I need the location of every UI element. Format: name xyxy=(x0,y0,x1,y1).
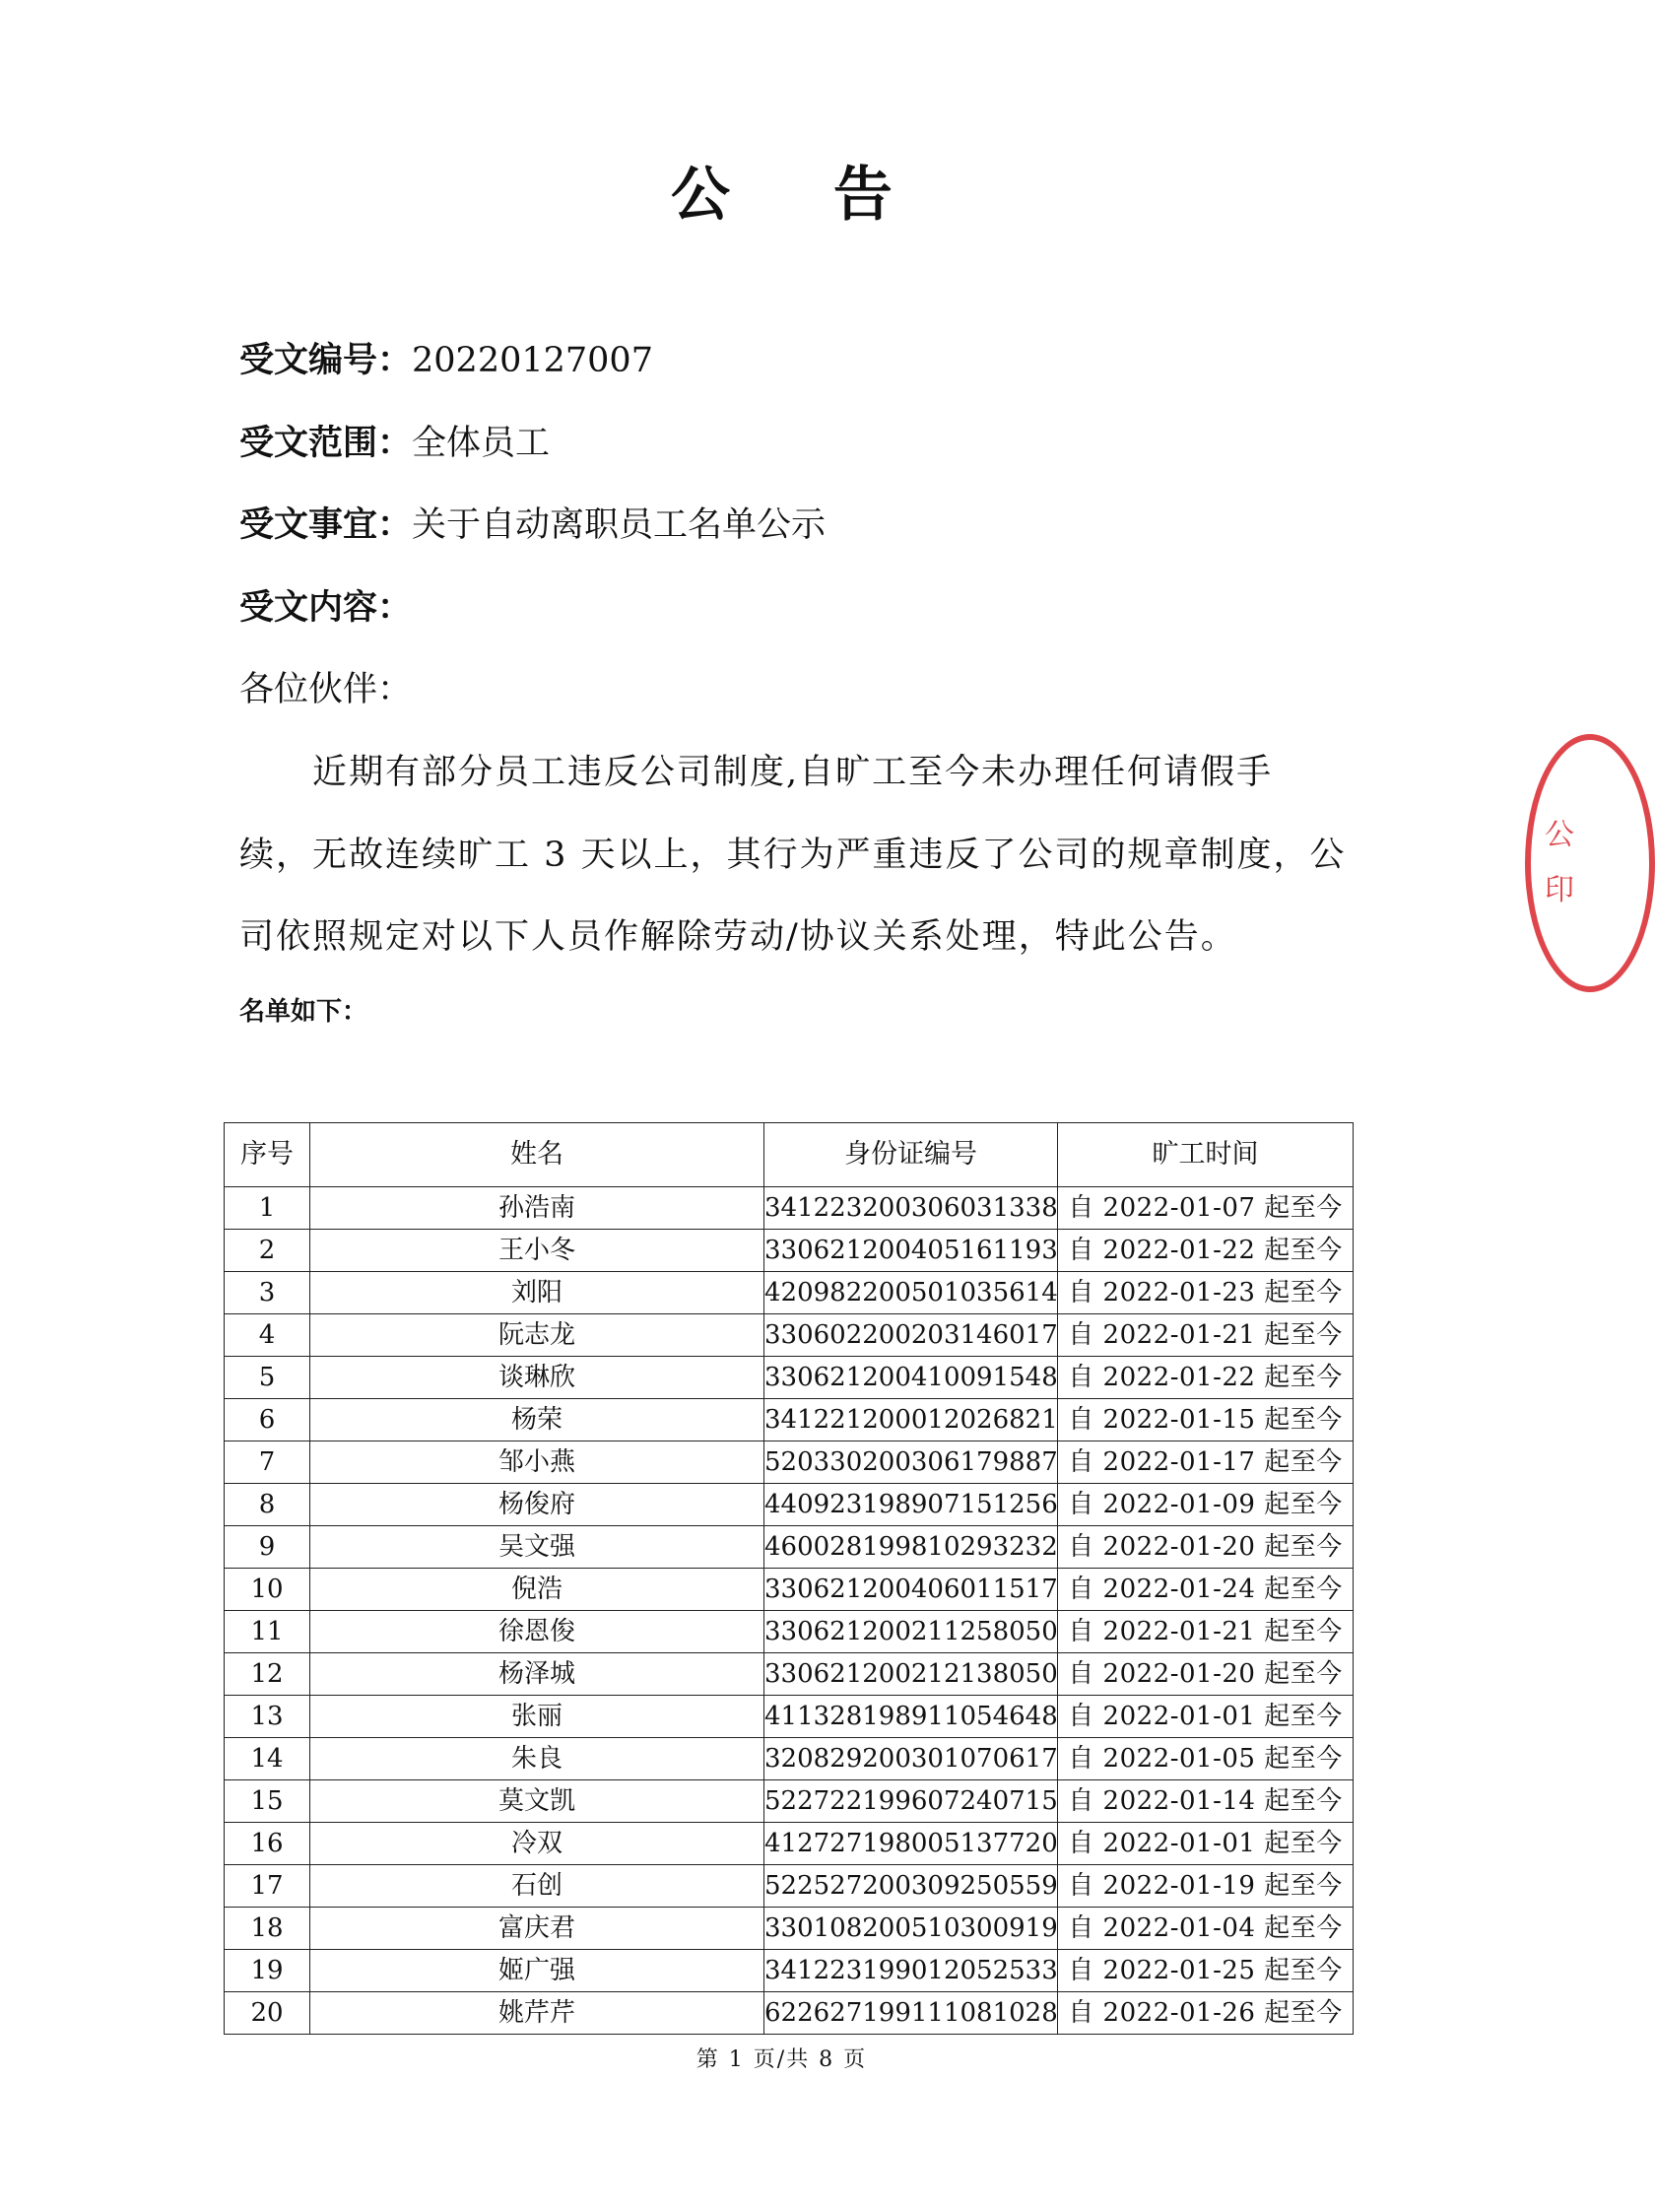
cell-seq: 1 xyxy=(225,1187,310,1230)
cell-id-number: 330108200510300919 xyxy=(764,1908,1058,1950)
cell-seq: 12 xyxy=(225,1653,310,1696)
cell-seq: 16 xyxy=(225,1823,310,1865)
cell-seq: 5 xyxy=(225,1357,310,1399)
cell-name: 姚芹芹 xyxy=(310,1992,764,2035)
seal-text xyxy=(1545,808,1574,918)
doc-number-value: 20220127007 xyxy=(412,341,653,380)
cell-seq: 8 xyxy=(225,1484,310,1526)
cell-absence-time: 自 2022-01-01 起至今 xyxy=(1058,1823,1354,1865)
cell-name: 杨俊府 xyxy=(310,1484,764,1526)
cell-id-number: 460028199810293232 xyxy=(764,1526,1058,1569)
cell-seq: 10 xyxy=(225,1569,310,1611)
page-footer: 第 1 页/共 8 页 xyxy=(695,2047,868,2072)
cell-seq: 17 xyxy=(225,1865,310,1908)
table-row xyxy=(225,1484,1354,1526)
doc-number-label: 受文编号： xyxy=(239,341,413,380)
table-row xyxy=(225,1908,1354,1950)
cell-absence-time: 自 2022-01-21 起至今 xyxy=(1058,1611,1354,1653)
cell-name: 邹小燕 xyxy=(310,1441,764,1484)
table-row xyxy=(225,1314,1354,1357)
cell-name: 杨泽城 xyxy=(310,1653,764,1696)
cell-absence-time: 自 2022-01-14 起至今 xyxy=(1058,1780,1354,1823)
cell-absence-time: 自 2022-01-25 起至今 xyxy=(1058,1950,1354,1992)
cell-id-number: 440923198907151256 xyxy=(764,1484,1058,1526)
cell-seq: 20 xyxy=(225,1992,310,2035)
table-row xyxy=(225,1992,1354,2035)
body-paragraph-line: 司依照规定对以下人员作解除劳动/协议关系处理，特此公告。 xyxy=(239,917,1237,957)
table-row xyxy=(225,1399,1354,1441)
cell-id-number: 341221200012026821 xyxy=(764,1399,1058,1441)
cell-absence-time: 自 2022-01-21 起至今 xyxy=(1058,1314,1354,1357)
scope-field xyxy=(239,416,550,465)
cell-seq: 7 xyxy=(225,1441,310,1484)
table-body xyxy=(225,1187,1354,2035)
seal-glyph: 公 xyxy=(1545,818,1574,852)
cell-seq: 13 xyxy=(225,1696,310,1738)
cell-id-number: 412727198005137720 xyxy=(764,1823,1058,1865)
cell-id-number: 522527200309250559 xyxy=(764,1865,1058,1908)
cell-id-number: 330621200212138050 xyxy=(764,1653,1058,1696)
cell-name: 冷双 xyxy=(310,1823,764,1865)
header-name: 姓名 xyxy=(310,1123,764,1187)
cell-absence-time: 自 2022-01-04 起至今 xyxy=(1058,1908,1354,1950)
table-row xyxy=(225,1653,1354,1696)
cell-name: 吴文强 xyxy=(310,1526,764,1569)
table-header-row xyxy=(225,1123,1354,1187)
cell-id-number: 320829200301070617 xyxy=(764,1738,1058,1780)
table-row xyxy=(225,1441,1354,1484)
table-row xyxy=(225,1696,1354,1738)
cell-absence-time: 自 2022-01-26 起至今 xyxy=(1058,1992,1354,2035)
table-row xyxy=(225,1357,1354,1399)
cell-name: 徐恩俊 xyxy=(310,1611,764,1653)
cell-id-number: 622627199111081028 xyxy=(764,1992,1058,2035)
cell-absence-time: 自 2022-01-09 起至今 xyxy=(1058,1484,1354,1526)
body-paragraph-line: 续，无故连续旷工 3 天以上，其行为严重违反了公司的规章制度，公 xyxy=(239,836,1347,875)
cell-seq: 14 xyxy=(225,1738,310,1780)
cell-seq: 15 xyxy=(225,1780,310,1823)
cell-name: 姬广强 xyxy=(310,1950,764,1992)
cell-absence-time: 自 2022-01-05 起至今 xyxy=(1058,1738,1354,1780)
cell-id-number: 520330200306179887 xyxy=(764,1441,1058,1484)
cell-name: 富庆君 xyxy=(310,1908,764,1950)
cell-seq: 6 xyxy=(225,1399,310,1441)
cell-seq: 9 xyxy=(225,1526,310,1569)
matter-value: 关于自动离职员工名单公示 xyxy=(412,505,827,545)
cell-absence-time: 自 2022-01-20 起至今 xyxy=(1058,1653,1354,1696)
list-label: 名单如下： xyxy=(239,997,368,1027)
document-title: 公 告 xyxy=(671,161,934,230)
cell-id-number: 330621200211258050 xyxy=(764,1611,1058,1653)
cell-absence-time: 自 2022-01-22 起至今 xyxy=(1058,1230,1354,1272)
greeting: 各位伙伴： xyxy=(239,670,413,709)
cell-seq: 19 xyxy=(225,1950,310,1992)
cell-seq: 3 xyxy=(225,1272,310,1314)
header-absence-time: 旷工时间 xyxy=(1058,1123,1354,1187)
table-row xyxy=(225,1526,1354,1569)
cell-id-number: 330621200410091548 xyxy=(764,1357,1058,1399)
table-row xyxy=(225,1780,1354,1823)
cell-name: 倪浩 xyxy=(310,1569,764,1611)
cell-id-number: 341223199012052533 xyxy=(764,1950,1058,1992)
cell-absence-time: 自 2022-01-22 起至今 xyxy=(1058,1357,1354,1399)
cell-id-number: 420982200501035614 xyxy=(764,1272,1058,1314)
scope-value: 全体员工 xyxy=(412,424,551,463)
cell-id-number: 330602200203146017 xyxy=(764,1314,1058,1357)
cell-absence-time: 自 2022-01-01 起至今 xyxy=(1058,1696,1354,1738)
cell-name: 莫文凯 xyxy=(310,1780,764,1823)
matter-label: 受文事宜： xyxy=(239,505,413,545)
table-row xyxy=(225,1950,1354,1992)
cell-name: 张丽 xyxy=(310,1696,764,1738)
cell-name: 谈琳欣 xyxy=(310,1357,764,1399)
table-row xyxy=(225,1865,1354,1908)
header-id-number: 身份证编号 xyxy=(764,1123,1058,1187)
cell-name: 朱良 xyxy=(310,1738,764,1780)
seal-glyph: 印 xyxy=(1545,873,1574,907)
cell-absence-time: 自 2022-01-20 起至今 xyxy=(1058,1526,1354,1569)
matter-field xyxy=(239,498,826,547)
cell-name: 孙浩南 xyxy=(310,1187,764,1230)
cell-seq: 18 xyxy=(225,1908,310,1950)
cell-absence-time: 自 2022-01-23 起至今 xyxy=(1058,1272,1354,1314)
cell-id-number: 411328198911054648 xyxy=(764,1696,1058,1738)
cell-id-number: 522722199607240715 xyxy=(764,1780,1058,1823)
cell-id-number: 330621200406011517 xyxy=(764,1569,1058,1611)
cell-absence-time: 自 2022-01-19 起至今 xyxy=(1058,1865,1354,1908)
table-row xyxy=(225,1738,1354,1780)
cell-id-number: 330621200405161193 xyxy=(764,1230,1058,1272)
scope-label: 受文范围： xyxy=(239,424,413,463)
table-row xyxy=(225,1272,1354,1314)
cell-seq: 2 xyxy=(225,1230,310,1272)
cell-name: 阮志龙 xyxy=(310,1314,764,1357)
cell-absence-time: 自 2022-01-24 起至今 xyxy=(1058,1569,1354,1611)
dismissal-list-table xyxy=(224,1122,1354,2035)
cell-seq: 11 xyxy=(225,1611,310,1653)
cell-name: 石创 xyxy=(310,1865,764,1908)
cell-absence-time: 自 2022-01-17 起至今 xyxy=(1058,1441,1354,1484)
cell-id-number: 341223200306031338 xyxy=(764,1187,1058,1230)
table-row xyxy=(225,1823,1354,1865)
table-row xyxy=(225,1230,1354,1272)
table-row xyxy=(225,1569,1354,1611)
cell-absence-time: 自 2022-01-15 起至今 xyxy=(1058,1399,1354,1441)
cell-name: 刘阳 xyxy=(310,1272,764,1314)
header-seq: 序号 xyxy=(225,1123,310,1187)
cell-seq: 4 xyxy=(225,1314,310,1357)
content-field xyxy=(239,580,412,630)
content-label: 受文内容： xyxy=(239,588,413,628)
cell-name: 王小冬 xyxy=(310,1230,764,1272)
cell-name: 杨荣 xyxy=(310,1399,764,1441)
doc-number-field xyxy=(239,333,653,382)
body-paragraph-line: 近期有部分员工违反公司制度,自旷工至今未办理任何请假手 xyxy=(239,753,1274,792)
cell-absence-time: 自 2022-01-07 起至今 xyxy=(1058,1187,1354,1230)
table-row xyxy=(225,1187,1354,1230)
table-row xyxy=(225,1611,1354,1653)
